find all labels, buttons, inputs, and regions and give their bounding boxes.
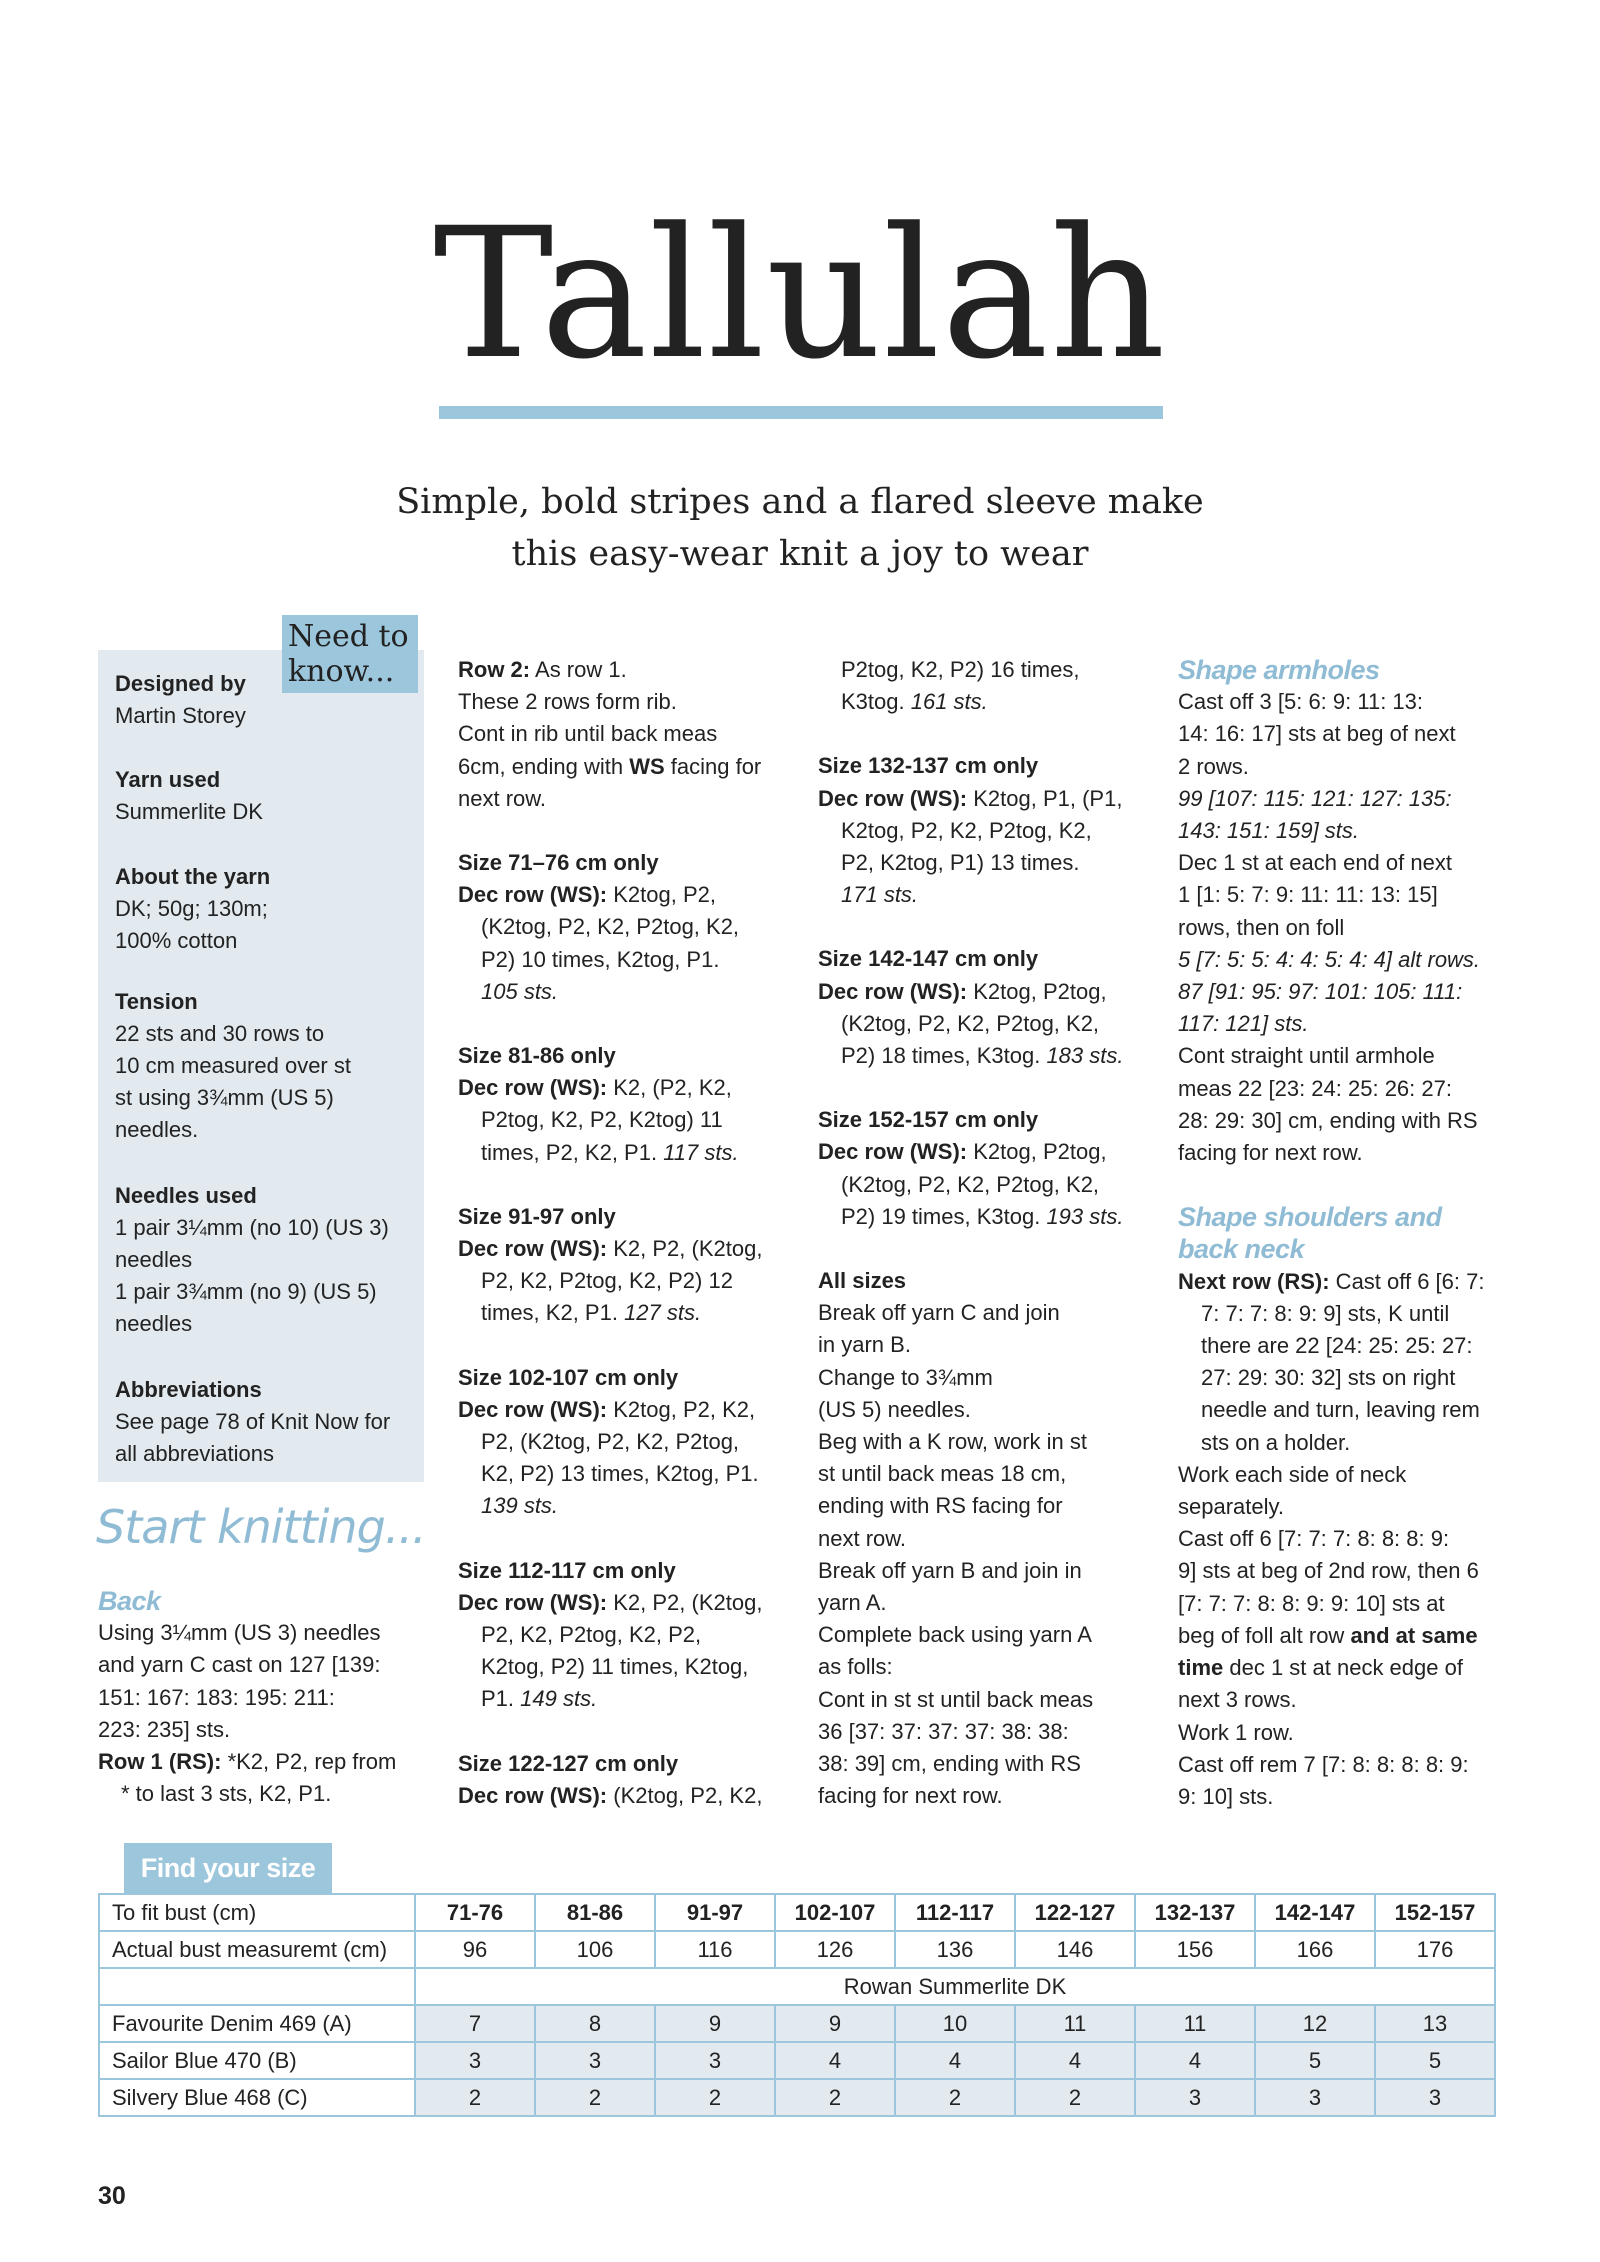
yarn-used-value: Summerlite DK [115,799,263,824]
neck-line: Work each side of neck [1178,1461,1407,1487]
dec-line: times, P2, K2, P1. [481,1139,664,1165]
row2-label: Row 2: [458,657,531,682]
ws-line-c: next row. [458,785,547,811]
find-your-size-tab: Find your size [124,1843,332,1893]
dec-label: Dec row (WS): [458,1782,608,1808]
designed-by-value: Martin Storey [115,703,246,728]
actual-cell: 166 [1255,1931,1375,1968]
all-sizes-line: Change to 3¾mm [818,1364,993,1390]
size-heading-142: Size 142-147 cm only [818,946,1039,972]
tension-block [115,986,415,1146]
table-row [99,2042,1495,2079]
size-heading-91: Size 91-97 only [458,1203,616,1229]
ws-bold: WS [629,753,665,779]
neck-line: [7: 7: 7: 8: 8: 9: 9: 10] sts at [1178,1590,1445,1616]
stitch-count: 143: 151: 159] sts. [1178,818,1360,844]
actual-cell: 176 [1375,1931,1495,1968]
stitch-count: 105 sts. [481,978,559,1004]
back-line: 223: 235] sts. [98,1716,231,1742]
yarn-cell: 3 [1135,2079,1255,2116]
actual-cell: 146 [1015,1931,1135,1968]
dec-row-142 [818,976,1158,1008]
yarn-cell: 2 [655,2079,775,2116]
all-sizes-line: Break off yarn B and join in [818,1557,1082,1583]
need-to-know-line-1: Need to [288,619,409,654]
dec-label: Dec row (WS): [818,785,968,811]
yarn-label: Favourite Denim 469 (A) [99,2005,415,2042]
designed-by-block [115,668,415,732]
neck-line [1178,1620,1518,1652]
next-row-line [1178,1266,1518,1298]
title-underline [439,406,1163,419]
row1-text: *K2, P2, rep from [221,1749,397,1775]
subtitle-line-1: Simple, bold stripes and a flared sleeve make [396,482,1204,522]
neck-line: Cast off 6 [7: 7: 7: 8: 8: 8: 9: [1178,1526,1450,1552]
about-yarn-heading: About the yarn [115,864,271,889]
shape-shoulders-heading-2: back neck [1178,1234,1305,1265]
next-row-cont: there are 22 [24: 25: 25: 27: [1201,1333,1473,1359]
actual-cell: 126 [775,1931,895,1968]
yarn-cell: 2 [535,2079,655,2116]
all-sizes-line: Cont in st st until back meas [818,1686,1094,1712]
size-cell: 71-76 [415,1894,535,1931]
page-title: Tallulah [433,190,1167,399]
subtitle [0,476,1600,580]
yarn-cell: 9 [775,2005,895,2042]
back-line: 151: 167: 183: 195: 211: [98,1684,335,1710]
dec-line: P2) 18 times, K3tog. [841,1043,1047,1069]
dec-line: (K2tog, P2, K2, P2tog, K2, [481,914,740,940]
neck-bold: and at same [1350,1622,1478,1648]
stitch-count: 117: 121] sts. [1178,1011,1309,1037]
tension-line: 22 sts and 30 rows to [115,1021,325,1046]
dec-line: (K2tog, P2, K2, P2tog, K2, [841,1010,1100,1036]
abbreviations-heading: Abbreviations [115,1377,262,1402]
dec-line: P2tog, K2, P2) 16 times, [841,657,1080,682]
all-sizes-line: ending with RS facing for [818,1493,1063,1519]
dec-line: P2) 19 times, K3tog. [841,1203,1047,1229]
all-sizes-line: Beg with a K row, work in st [818,1429,1087,1455]
size-cell: 102-107 [775,1894,895,1931]
row1-line [98,1746,428,1778]
dec-row-81 [458,1072,798,1104]
yarn-cell: 3 [655,2042,775,2079]
size-cell: 81-86 [535,1894,655,1931]
size-heading-152: Size 152-157 cm only [818,1107,1039,1133]
back-heading: Back [98,1586,161,1616]
stitch-count: 99 [107: 115: 121: 127: 135: [1178,785,1452,811]
tension-line: st using 3¾mm (US 5) [115,1085,334,1110]
need-to-know-line-2: know... [288,654,395,689]
size-cell: 132-137 [1135,1894,1255,1931]
yarn-label: Silvery Blue 468 (C) [99,2079,415,2116]
dec-text: K2, P2, (K2tog, [607,1236,763,1262]
next-row-text: Cast off 6 [6: 7: [1329,1268,1485,1294]
dec-text: K2, (P2, K2, [607,1075,732,1101]
all-sizes-line: 36 [37: 37: 37: 37: 38: 38: [818,1718,1069,1744]
dec-line: times, K2, P1. [481,1300,625,1326]
next-row-cont: 27: 29: 30: 32] sts on right [1201,1365,1456,1391]
neck-bold: time [1178,1655,1224,1681]
next-row-cont: 7: 7: 7: 8: 9: 9] sts, K until [1201,1300,1450,1326]
yarn-cell: 11 [1135,2005,1255,2042]
dec-row-132 [818,783,1158,815]
yarn-cell: 3 [1375,2079,1495,2116]
needles-line: needles [115,1247,193,1272]
yarn-cell: 2 [775,2079,895,2116]
all-sizes-line: Break off yarn C and join [818,1300,1060,1326]
row1-label: Row 1 (RS): [98,1749,222,1775]
dec-line: K2tog, P2) 11 times, K2tog, [481,1654,749,1680]
yarn-cell: 5 [1375,2042,1495,2079]
yarn-cell: 7 [415,2005,535,2042]
all-sizes-line: facing for next row. [818,1783,1003,1809]
page-number: 30 [98,2182,126,2210]
all-sizes-line: as folls: [818,1654,893,1680]
size-cell: 122-127 [1015,1894,1135,1931]
armhole-line: 14: 16: 17] sts at beg of next [1178,721,1456,747]
yarn-label: Sailor Blue 470 (B) [99,2042,415,2079]
dec-line: P2tog, K2, P2, K2tog) 11 [481,1107,723,1133]
tension-line: needles. [115,1117,199,1142]
yarn-cell: 5 [1255,2042,1375,2079]
dec-label: Dec row (WS): [458,1589,608,1615]
yarn-used-block [115,764,415,828]
abbreviations-line: all abbreviations [115,1441,274,1466]
dec-label: Dec row (WS): [458,1396,608,1422]
back-line: Using 3¼mm (US 3) needles [98,1620,381,1646]
dec-text: K2tog, P2tog, [967,978,1107,1004]
dec-row-91 [458,1233,798,1265]
size-cell: 91-97 [655,1894,775,1931]
yarn-cell: 11 [1015,2005,1135,2042]
needles-heading: Needles used [115,1183,257,1208]
instructions-column-2 [458,654,798,1812]
shape-armholes-heading: Shape armholes [1178,655,1380,685]
instructions-column-4 [1178,654,1518,1813]
dec-line: P2, K2, P2tog, K2, P2) 12 [481,1268,733,1294]
tension-heading: Tension [115,989,198,1014]
dec-row-112 [458,1587,798,1619]
yarn-cell: 9 [655,2005,775,2042]
dec-text: K2tog, P2, K2, [607,1396,756,1422]
armhole-line: Dec 1 st at each end of next [1178,850,1452,876]
actual-cell: 116 [655,1931,775,1968]
dec-label: Dec row (WS): [818,978,968,1004]
dec-line: P2, K2, P2tog, K2, P2, [481,1622,702,1648]
instructions-column-3 [818,654,1158,1813]
dec-text: (K2tog, P2, K2, [607,1782,763,1808]
armhole-line: Cast off 3 [5: 6: 9: 11: 13: [1178,689,1424,715]
dec-label: Dec row (WS): [818,1139,968,1165]
actual-bust-label: Actual bust measuremt (cm) [99,1931,415,1968]
subtitle-line-2: this easy-wear knit a joy to wear [511,534,1089,574]
rib-line: Cont in rib until back meas [458,721,718,747]
armhole-line: Cont straight until armhole [1178,1043,1435,1069]
stitch-count: 171 sts. [841,882,919,908]
table-row [99,1931,1495,1968]
table-row [99,1894,1495,1931]
row2-line [458,654,798,686]
dec-line: K3tog. [841,689,911,715]
size-cell: 112-117 [895,1894,1015,1931]
yarn-cell: 12 [1255,2005,1375,2042]
yarn-brand-cell: Rowan Summerlite DK [415,1968,1495,2005]
yarn-cell: 3 [535,2042,655,2079]
actual-cell: 156 [1135,1931,1255,1968]
all-sizes-line: Complete back using yarn A [818,1622,1092,1648]
dec-line: K2, P2) 13 times, K2tog, P1. [481,1461,759,1487]
yarn-cell: 4 [775,2042,895,2079]
dec-line: P2, K2tog, P1) 13 times. [841,850,1080,876]
yarn-cell: 10 [895,2005,1015,2042]
neck-line: Cast off rem 7 [7: 8: 8: 8: 8: 9: [1178,1751,1469,1777]
size-heading-102: Size 102-107 cm only [458,1364,679,1390]
dec-row-71 [458,879,798,911]
dec-line: P2) 10 times, K2tog, P1. [481,946,720,972]
neck-line: separately. [1178,1494,1284,1520]
yarn-cell: 13 [1375,2005,1495,2042]
back-section [98,1585,428,1810]
dec-line: P1. [481,1686,521,1712]
yarn-cell: 4 [895,2042,1015,2079]
yarn-cell: 8 [535,2005,655,2042]
dec-label: Dec row (WS): [458,1075,608,1101]
neck-line: Work 1 row. [1178,1719,1294,1745]
needles-line: 1 pair 3¼mm (no 10) (US 3) [115,1215,389,1240]
row2-text: As row 1. [530,657,627,682]
all-sizes-line: yarn A. [818,1590,887,1616]
dec-text: K2tog, P1, (P1, [967,785,1123,811]
yarn-cell: 2 [895,2079,1015,2116]
rib-line: These 2 rows form rib. [458,689,677,715]
table-row [99,1968,1495,2005]
dec-row-122 [458,1780,798,1812]
yarn-cell: 4 [1015,2042,1135,2079]
size-heading-112: Size 112-117 cm only [458,1557,676,1583]
needles-line: 1 pair 3¾mm (no 9) (US 5) [115,1279,377,1304]
armhole-line: meas 22 [23: 24: 25: 26: 27: [1178,1075,1452,1101]
dec-line: (K2tog, P2, K2, P2tog, K2, [841,1171,1100,1197]
armhole-line: rows, then on foll [1178,914,1345,940]
size-heading-81: Size 81-86 only [458,1043,616,1069]
armhole-line: facing for next row. [1178,1140,1363,1166]
neck-line: 9] sts at beg of 2nd row, then 6 [1178,1558,1479,1584]
size-table [98,1893,1496,2117]
dec-text: K2tog, P2, [607,882,716,908]
all-sizes-line: in yarn B. [818,1332,911,1358]
all-sizes-line: st until back meas 18 cm, [818,1461,1067,1487]
dec-row-152 [818,1136,1158,1168]
next-row-cont: sts on a holder. [1201,1429,1351,1455]
neck-text: beg of foll alt row [1178,1622,1351,1648]
back-line: and yarn C cast on 127 [139: [98,1652,381,1678]
neck-text: dec 1 st at neck edge of [1223,1655,1463,1681]
table-row [99,2079,1495,2116]
row1-continued: * to last 3 sts, K2, P1. [121,1781,332,1807]
all-sizes-heading: All sizes [818,1268,907,1294]
stitch-count: 117 sts. [663,1139,739,1165]
all-sizes-line: next row. [818,1525,907,1551]
dec-row-102 [458,1394,798,1426]
stitch-count: 87 [91: 95: 97: 101: 105: 111: [1178,979,1463,1005]
stitch-count: 183 sts. [1046,1043,1124,1069]
ws-line [458,751,798,783]
stitch-count: 139 sts. [481,1493,559,1519]
size-heading-132: Size 132-137 cm only [818,753,1039,779]
about-yarn-block [115,861,415,957]
stitch-count: 149 sts. [520,1686,598,1712]
yarn-cell: 4 [1135,2042,1255,2079]
yarn-used-heading: Yarn used [115,767,221,792]
neck-line: next 3 rows. [1178,1687,1297,1713]
all-sizes-line: (US 5) needles. [818,1396,971,1422]
designed-by-heading: Designed by [115,671,246,696]
dec-label: Dec row (WS): [458,882,608,908]
size-cell: 142-147 [1255,1894,1375,1931]
stitch-count: 127 sts. [624,1300,702,1326]
size-heading-122: Size 122-127 cm only [458,1750,679,1776]
ws-text-a: 6cm, ending with [458,753,630,779]
empty-label-cell [99,1968,415,2005]
tension-line: 10 cm measured over st [115,1053,351,1078]
all-sizes-line: 38: 39] cm, ending with RS [818,1751,1081,1777]
fit-bust-label: To fit bust (cm) [99,1894,415,1931]
dec-text: K2, P2, (K2tog, [607,1589,763,1615]
neck-line: 9: 10] sts. [1178,1783,1274,1809]
next-row-cont: needle and turn, leaving rem [1201,1397,1480,1423]
next-row-label: Next row (RS): [1178,1268,1330,1294]
dec-line: K2tog, P2, K2, P2tog, K2, [841,817,1092,843]
abbreviations-line: See page 78 of Knit Now for [115,1409,391,1434]
neck-line [1178,1652,1518,1684]
dec-label: Dec row (WS): [458,1236,608,1262]
shape-shoulders-heading: Shape shoulders and [1178,1202,1442,1233]
yarn-cell: 2 [1015,2079,1135,2116]
stitch-count: 193 sts. [1046,1203,1124,1229]
armhole-line: 28: 29: 30] cm, ending with RS [1178,1107,1478,1133]
needles-block [115,1180,415,1340]
yarn-cell: 3 [415,2042,535,2079]
stitch-count: 161 sts. [910,689,988,715]
actual-cell: 96 [415,1931,535,1968]
size-heading-71: Size 71–76 cm only [458,850,659,876]
actual-cell: 106 [535,1931,655,1968]
yarn-cell: 2 [415,2079,535,2116]
dec-text: K2tog, P2tog, [967,1139,1107,1165]
about-yarn-line: 100% cotton [115,928,238,953]
start-knitting-heading: Start knitting... [96,1500,426,1554]
dec-line: P2, (K2tog, P2, K2, P2tog, [481,1429,740,1455]
armhole-line: 2 rows. [1178,753,1249,779]
size-cell: 152-157 [1375,1894,1495,1931]
armhole-line: 1 [1: 5: 7: 9: 11: 11: 13: 15] [1178,882,1438,908]
abbreviations-block [115,1374,415,1470]
yarn-cell: 3 [1255,2079,1375,2116]
actual-cell: 136 [895,1931,1015,1968]
table-row [99,2005,1495,2042]
needles-line: needles [115,1311,193,1336]
ws-text-b: facing for [664,753,762,779]
about-yarn-line: DK; 50g; 130m; [115,896,268,921]
stitch-count: 5 [7: 5: 5: 4: 4: 5: 4: 4] alt rows. [1178,946,1481,972]
